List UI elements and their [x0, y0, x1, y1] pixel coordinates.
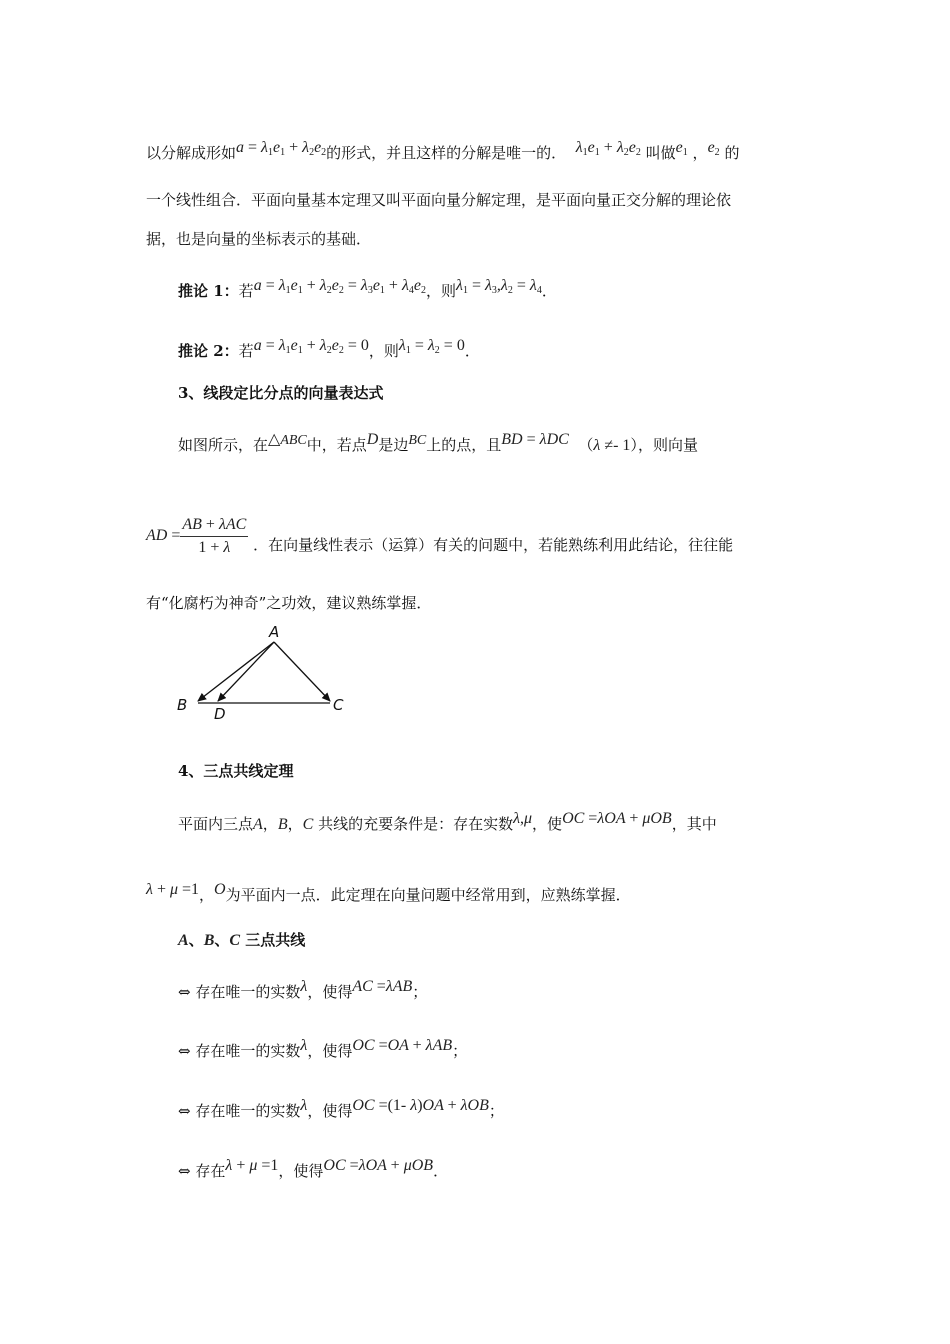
formula-oc-combo: OC =λOA + μOB: [562, 810, 672, 827]
iff-icon: ⇔: [178, 1102, 191, 1120]
formula-ad-fraction: AD = $\frac{\text{AB + λAC}}{1 + \lambda}$: [146, 516, 247, 556]
triangle-diagram: [168, 618, 358, 723]
corollary-2-formula: $a = \lambda_1e_1 + \lambda_2e_2 = 0$: [253, 337, 369, 356]
vector-ac: [274, 642, 330, 701]
corollary-1: 推论 1：若$a = \lambda_1e_1 + \lambda_2e_2 = \lambda_3e_1 + \lambda_4e_2$，则$\lambda_1 = \lambda_3,\lambda_2 = \lambda_4$．: [178, 277, 557, 300]
formula-lambda-neq: λ ≠- 1: [593, 437, 631, 454]
corollary-1-result: $\lambda_1 = \lambda_3,\lambda_2 = \lambda_4$: [456, 277, 542, 296]
corollary-1-label: 推论 1：: [178, 282, 239, 300]
vector-ab: [198, 642, 274, 701]
section-4-line-2: λ + μ =1，O为平面内一点．此定理在向量问题中经常用到，应熟练掌握．: [146, 881, 631, 904]
corollary-2: 推论 2：若$a = \lambda_1e_1 + \lambda_2e_2 = 0$，则$\lambda_1 = \lambda_2 = 0$．: [178, 337, 480, 360]
corollary-1-formula: $a = \lambda_1e_1 + \lambda_2e_2 = \lambda_3e_1 + \lambda_4e_2$: [253, 277, 426, 296]
section-3-line-1: 如图所示，在△ABC中，若点D是边BC上的点，且BD = λDC （λ ≠- 1），则向量: [178, 431, 698, 454]
formula-lambda-plus-mu: λ + μ =1: [146, 881, 200, 898]
formula-lambda-mu: λ,μ: [513, 810, 533, 827]
equivalence-3: ⇔ 存在唯一的实数λ，使得OC =(1- λ)OA + λOB；: [178, 1097, 504, 1120]
heading-section-4: 4、三点共线定理: [178, 762, 294, 780]
formula-linear-combo: $\lambda_1e_1 + \lambda_2e_2$: [575, 139, 641, 158]
para-line-3: 据，也是向量的坐标表示的基础．: [146, 230, 372, 248]
iff-icon: ⇔: [178, 1042, 191, 1060]
corollary-2-result: $\lambda_1 = \lambda_2 = 0$: [398, 337, 465, 356]
section-4-line-1: 平面内三点A，B，C 共线的充要条件是：存在实数λ,μ，使OC =λOA + μOB，其中: [178, 810, 717, 833]
para-line-1: 以分解成形如$a = \lambda_1e_1 + \lambda_2e_2$的形式，并且这样的分解是唯一的． $\lambda_1e_1 + \lambda_2e_2$ 叫做$e_1$ ，$e_2$ 的: [146, 139, 740, 162]
heading-collinear: A、B、C 三点共线: [178, 931, 306, 949]
formula-a-decomposition: $a = \lambda_1e_1 + \lambda_2e_2$: [236, 139, 327, 158]
formula-e1: $e_1$: [675, 139, 688, 158]
label-d: D: [214, 705, 226, 723]
section-3-line-2: AD = $\frac{\text{AB + λAC}}{1 + \lambda}$ ．在向量线性表示（运算）有关的问题中，若能熟练利用此结论，往往能: [146, 516, 734, 556]
formula-bd-ratio: BD = λDC: [501, 431, 569, 448]
equivalence-4: ⇔ 存在λ + μ =1，使得OC =λOA + μOB．: [178, 1157, 449, 1180]
iff-icon: ⇔: [178, 983, 191, 1001]
equivalence-1: ⇔ 存在唯一的实数λ，使得AC =λAB；: [178, 978, 428, 1001]
label-c: C: [333, 696, 344, 714]
heading-section-3: 3、线段定比分点的向量表达式: [178, 384, 384, 402]
section-3-line-3: 有“化腐朽为神奇”之功效，建议熟练掌握．: [146, 594, 432, 612]
corollary-2-label: 推论 2：: [178, 342, 239, 360]
equivalence-2: ⇔ 存在唯一的实数λ，使得OC =OA + λAB；: [178, 1037, 468, 1060]
iff-icon: ⇔: [178, 1162, 191, 1180]
vector-ad: [218, 642, 274, 701]
para-line-2: 一个线性组合．平面向量基本定理又叫平面向量分解定理，是平面向量正交分解的理论依: [146, 191, 732, 209]
label-a: A: [269, 623, 280, 641]
formula-e2: $e_2$: [707, 139, 720, 158]
label-b: B: [177, 696, 188, 714]
